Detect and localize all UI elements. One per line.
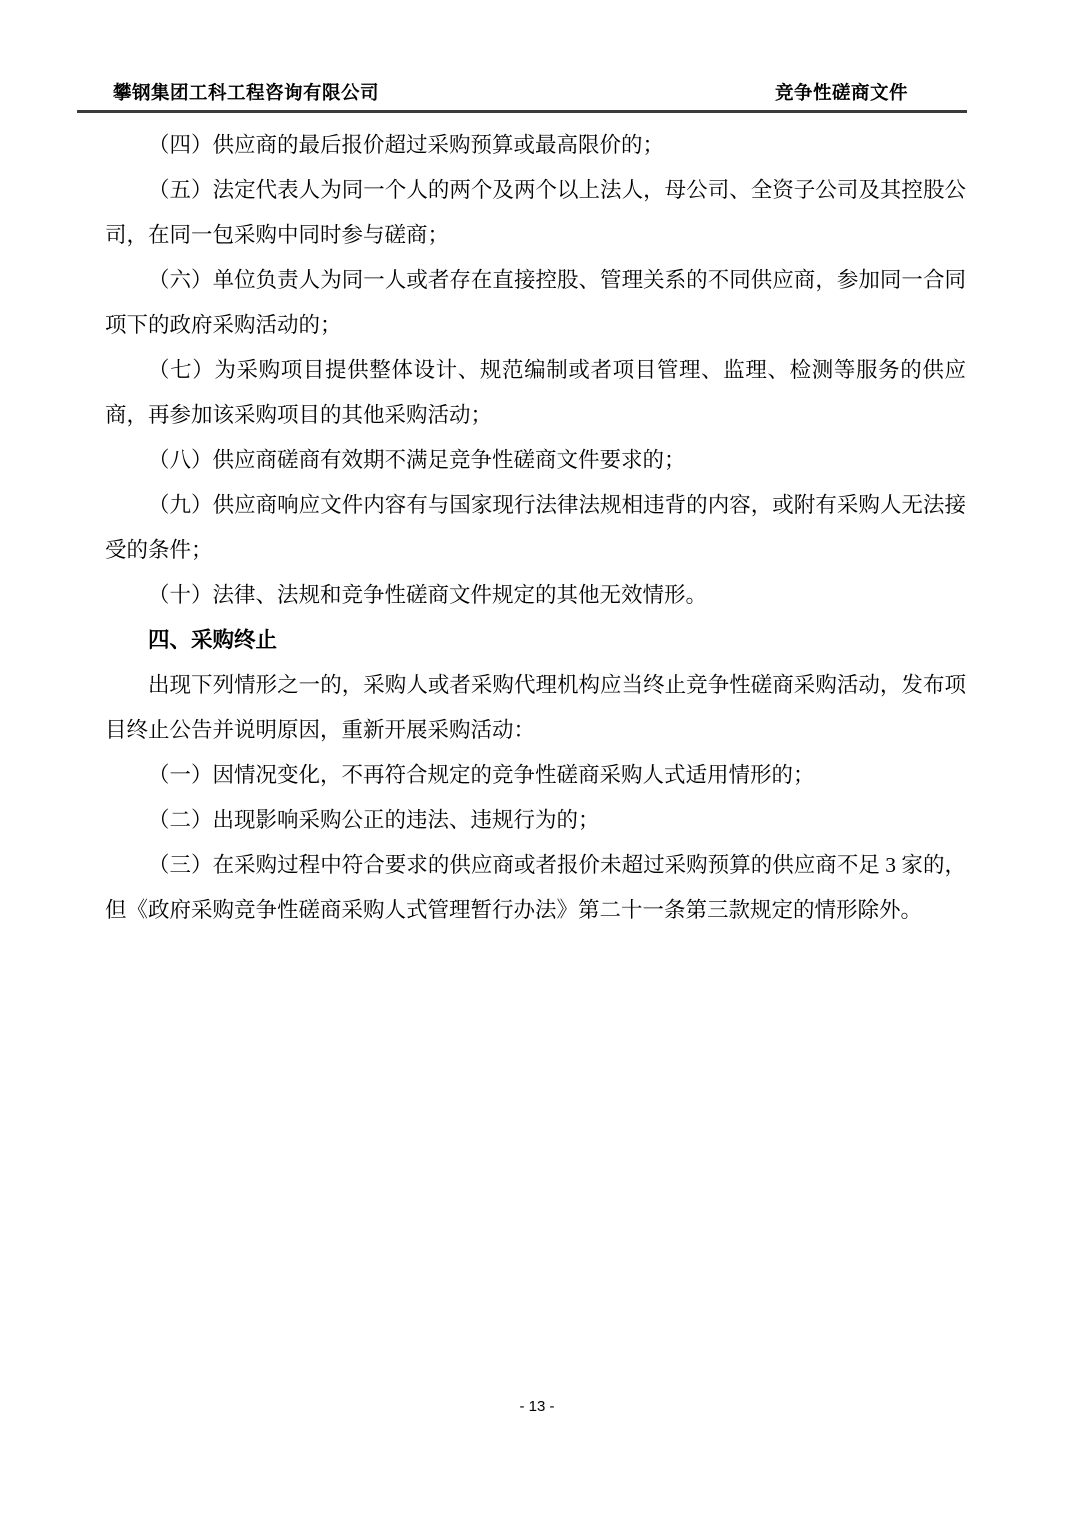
- paragraph-item-3: （三）在采购过程中符合要求的供应商或者报价未超过采购预算的供应商不足 3 家的，但《政府采购竞争性磋商采购人式管理暂行办法》第二十一条第三款规定的情形除外。: [105, 853, 966, 922]
- document-body: [105, 123, 966, 933]
- paragraph-item-9: （九）供应商响应文件内容有与国家现行法律法规相违背的内容，或附有采购人无法接受的条件；: [105, 493, 966, 562]
- paragraph-item-4: （四）供应商的最后报价超过采购预算或最高限价的；: [148, 133, 665, 157]
- paragraph-item-8: （八）供应商磋商有效期不满足竞争性磋商文件要求的；: [148, 448, 686, 472]
- page-footer: [0, 1398, 1074, 1415]
- paragraph-item-2: （二）出现影响采购公正的违法、违规行为的；: [148, 808, 600, 832]
- paragraph-termination-intro: 出现下列情形之一的，采购人或者采购代理机构应当终止竞争性磋商采购活动，发布项目终止公告并说明原因，重新开展采购活动：: [105, 673, 966, 742]
- paragraph-item-1: （一）因情况变化，不再符合规定的竞争性磋商采购人式适用情形的；: [148, 763, 815, 787]
- header-document-type: 竞争性磋商文件: [774, 84, 908, 104]
- page-header: [77, 0, 967, 113]
- page-number: - 13 -: [519, 1398, 555, 1415]
- paragraph-item-10: （十）法律、法规和竞争性磋商文件规定的其他无效情形。: [148, 583, 708, 607]
- paragraph-item-6: （六）单位负责人为同一人或者存在直接控股、管理关系的不同供应商，参加同一合同项下的政府采购活动的；: [105, 268, 966, 337]
- paragraph-item-7: （七）为采购项目提供整体设计、规范编制或者项目管理、监理、检测等服务的供应商，再参加该采购项目的其他采购活动；: [105, 358, 966, 427]
- section-heading-termination: 四、采购终止: [148, 628, 278, 652]
- paragraph-item-5: （五）法定代表人为同一个人的两个及两个以上法人，母公司、全资子公司及其控股公司，在同一包采购中同时参与磋商；: [105, 178, 966, 247]
- header-company-name: 攀钢集团工科工程咨询有限公司: [113, 84, 380, 104]
